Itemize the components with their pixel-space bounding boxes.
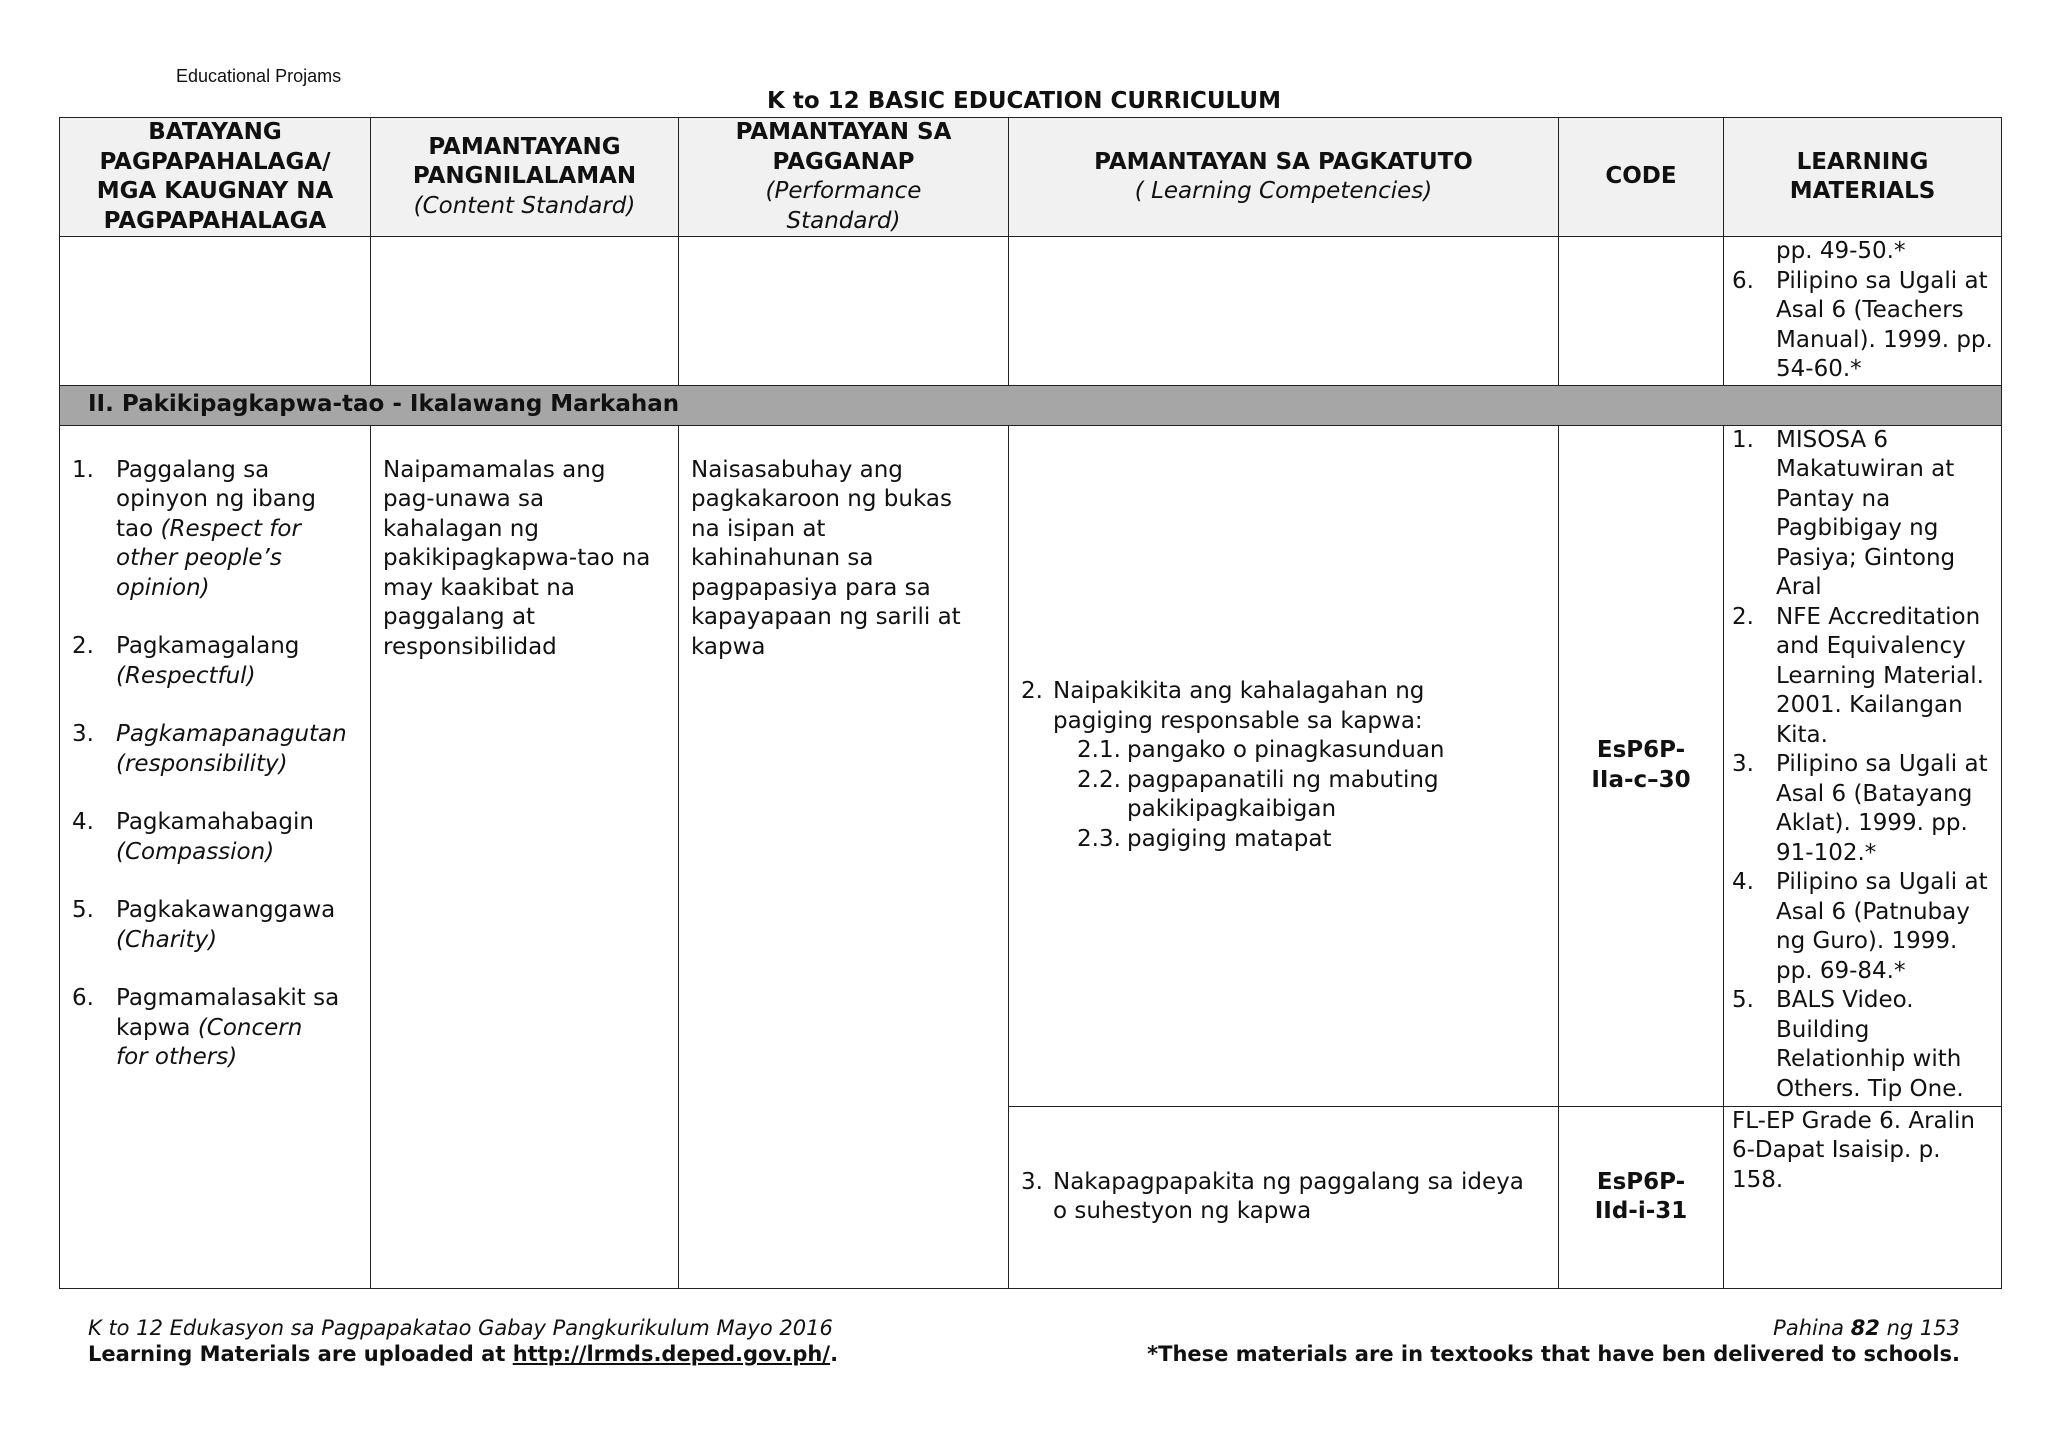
list-item: 2. NFE Accreditation and Equivalency Learning Material. 2001. Kailangan Kita.	[1732, 603, 1984, 748]
list-item: 5. BALS Video. Building Relationhip with Others. Tip One.	[1732, 987, 1964, 1102]
col-header-content-standard: PAMANTAYANG PANGNILALAMAN (Content Standard)	[371, 118, 679, 237]
document-title: K to 12 BASIC EDUCATION CURRICULUM	[767, 88, 1281, 114]
competency-row-2	[60, 425, 2002, 1106]
list-item: 1. MISOSA 6 Makatuwiran at Pantay na Pagbibigay ng Pasiya; Gintong Aral	[1732, 426, 1956, 600]
competency-2-cell: 2. Naipakikita ang kahalagahan ng pagiging responsable sa kapwa: 2.1. pangako o pinagkasunduan 2.2. pagpapanatili ng mabuting pakikipagkaibigan 2.3. pagiging matapat	[1009, 425, 1559, 1106]
list-item: 3. Pagkamapanagutan (responsibility)	[72, 721, 347, 777]
list-item: 5. Pagkakawanggawa (Charity)	[72, 897, 336, 953]
carryover-materials: pp. 49-50.* 6. Pilipino sa Ugali at Asal 6 (Teachers Manual). 1999. pp. 54-60.*	[1724, 237, 2002, 386]
code-3-cell: EsP6P-IId-i-31	[1559, 1106, 1724, 1288]
footer-upload: Learning Materials are uploaded at http://lrmds.deped.gov.ph/.	[88, 1342, 839, 1366]
brand-label: Educational Projams	[176, 66, 342, 86]
table-header-row	[60, 118, 2002, 237]
list-item: 1. Paggalang sa opinyon ng ibang tao (Respect for other people’s opinion)	[72, 456, 316, 601]
list-item: 6. Pagmamalasakit sa kapwa (Concern for others)	[72, 985, 340, 1070]
section-title: II. Pakikipagkapwa-tao - Ikalawang Markahan	[60, 385, 2002, 425]
materials-2-cell	[1724, 425, 2002, 1106]
content-standard-cell: Naipamamalas ang pag-unawa sa kahalagan ng pakikipagkapwa-tao na may kaakibat na paggalang at responsibilidad	[371, 425, 679, 1288]
footer-note: *These materials are in textooks that have ben delivered to schools.	[1147, 1342, 1960, 1366]
performance-standard-cell: Naisasabuhay ang pagkakaroon ng bukas na isipan at kahinahunan sa pagpapasiya para sa kapayapaan ng sarili at kapwa	[679, 425, 1009, 1288]
code-2-cell: EsP6P-IIa-c–30	[1559, 425, 1724, 1106]
col-header-values: BATAYANG PAGPAPAHALAGA/ MGA KAUGNAY NA PAGPAPAHALAGA	[60, 118, 371, 237]
col-header-code: CODE	[1559, 118, 1724, 237]
curriculum-table	[59, 117, 2002, 1289]
materials-3-cell: FL-EP Grade 6. Aralin 6-Dapat Isaisip. p. 158.	[1724, 1106, 2002, 1288]
lrmds-link[interactable]: http://lrmds.deped.gov.ph/	[512, 1342, 831, 1366]
list-item: 4. Pagkamahabagin (Compassion)	[72, 809, 314, 865]
col-header-performance-standard: PAMANTAYAN SA PAGGANAP (Performance Standard)	[679, 118, 1009, 237]
values-cell	[60, 425, 371, 1288]
col-header-materials: LEARNING MATERIALS	[1724, 118, 2002, 237]
list-item: 3. Pilipino sa Ugali at Asal 6 (Batayang Aklat). 1999. pp. 91-102.*	[1732, 751, 1988, 866]
section-row	[60, 385, 2002, 425]
competency-3-cell: 3. Nakapagpapakita ng paggalang sa ideya o suhestyon ng kapwa	[1009, 1106, 1559, 1288]
list-item: 2. Pagkamagalang (Respectful)	[72, 633, 300, 689]
list-item: 4. Pilipino sa Ugali at Asal 6 (Patnubay ng Guro). 1999. pp. 69-84.*	[1732, 869, 1988, 984]
carryover-row	[60, 237, 2002, 386]
col-header-competencies: PAMANTAYAN SA PAGKATUTO ( Learning Competencies)	[1009, 118, 1559, 237]
footer-page: Pahina 82 ng 153	[1773, 1316, 1960, 1340]
footer-guide: K to 12 Edukasyon sa Pagpapakatao Gabay Pangkurikulum Mayo 2016	[88, 1316, 833, 1340]
